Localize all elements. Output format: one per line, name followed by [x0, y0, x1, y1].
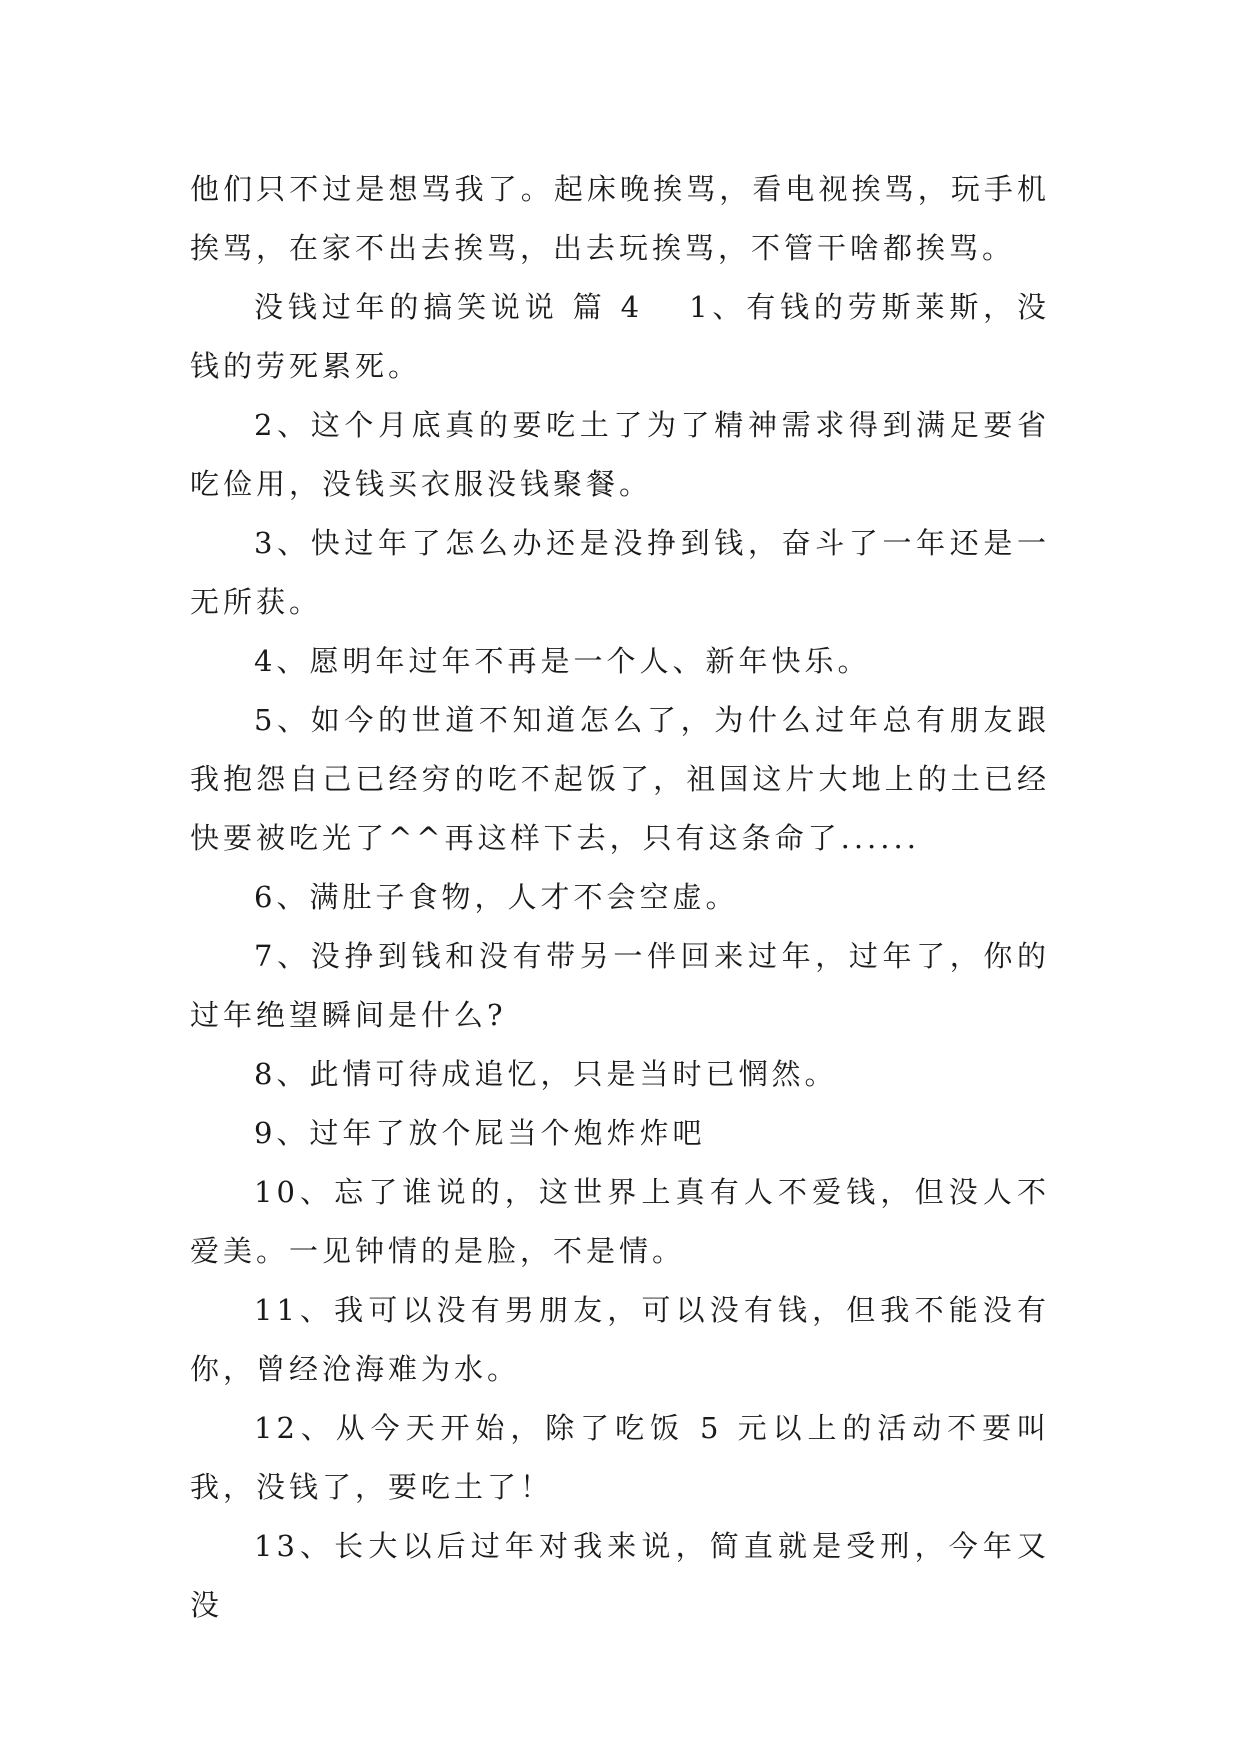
- section-heading: 没钱过年的搞笑说说 篇 4: [254, 290, 644, 324]
- paragraph-continuation: 他们只不过是想骂我了。起床晚挨骂，看电视挨骂，玩手机挨骂，在家不出去挨骂，出去玩挨骂，不管干啥都挨骂。: [190, 172, 1050, 265]
- list-item: 4、愿明年过年不再是一个人、新年快乐。: [254, 644, 871, 678]
- section-heading-paragraph: [190, 278, 1050, 396]
- list-item: 3、快过年了怎么办还是没挣到钱，奋斗了一年还是一无所获。: [190, 526, 1050, 619]
- list-item: 6、满肚子食物，人才不会空虚。: [254, 880, 739, 914]
- list-item: 10、忘了谁说的，这世界上真有人不爱钱，但没人不爱美。一见钟情的是脸，不是情。: [190, 1175, 1050, 1268]
- list-item: 2、这个月底真的要吃土了为了精神需求得到满足要省吃俭用，没钱买衣服没钱聚餐。: [190, 408, 1050, 501]
- list-item: 7、没挣到钱和没有带另一伴回来过年，过年了，你的过年绝望瞬间是什么?: [190, 939, 1050, 1032]
- list-item: 11、我可以没有男朋友，可以没有钱，但我不能没有你，曾经沧海难为水。: [190, 1293, 1050, 1386]
- article-body: [190, 160, 1050, 1635]
- list-item: 9、过年了放个屁当个炮炸炸吧: [254, 1116, 706, 1150]
- list-item: 8、此情可待成追忆，只是当时已惘然。: [254, 1057, 838, 1091]
- list-item: 12、从今天开始，除了吃饭 5 元以上的活动不要叫我，没钱了，要吃土了！: [190, 1411, 1050, 1504]
- list-item: 13、长大以后过年对我来说，简直就是受刑，今年又没: [190, 1529, 1050, 1622]
- list-item: 5、如今的世道不知道怎么了，为什么过年总有朋友跟我抱怨自己已经穷的吃不起饭了，祖国这片大地上的土已经快要被吃光了^^再这样下去，只有这条命了......: [190, 703, 1050, 855]
- list-item-text: 1、有钱的劳斯莱斯，没钱的劳死累死。: [190, 290, 1051, 383]
